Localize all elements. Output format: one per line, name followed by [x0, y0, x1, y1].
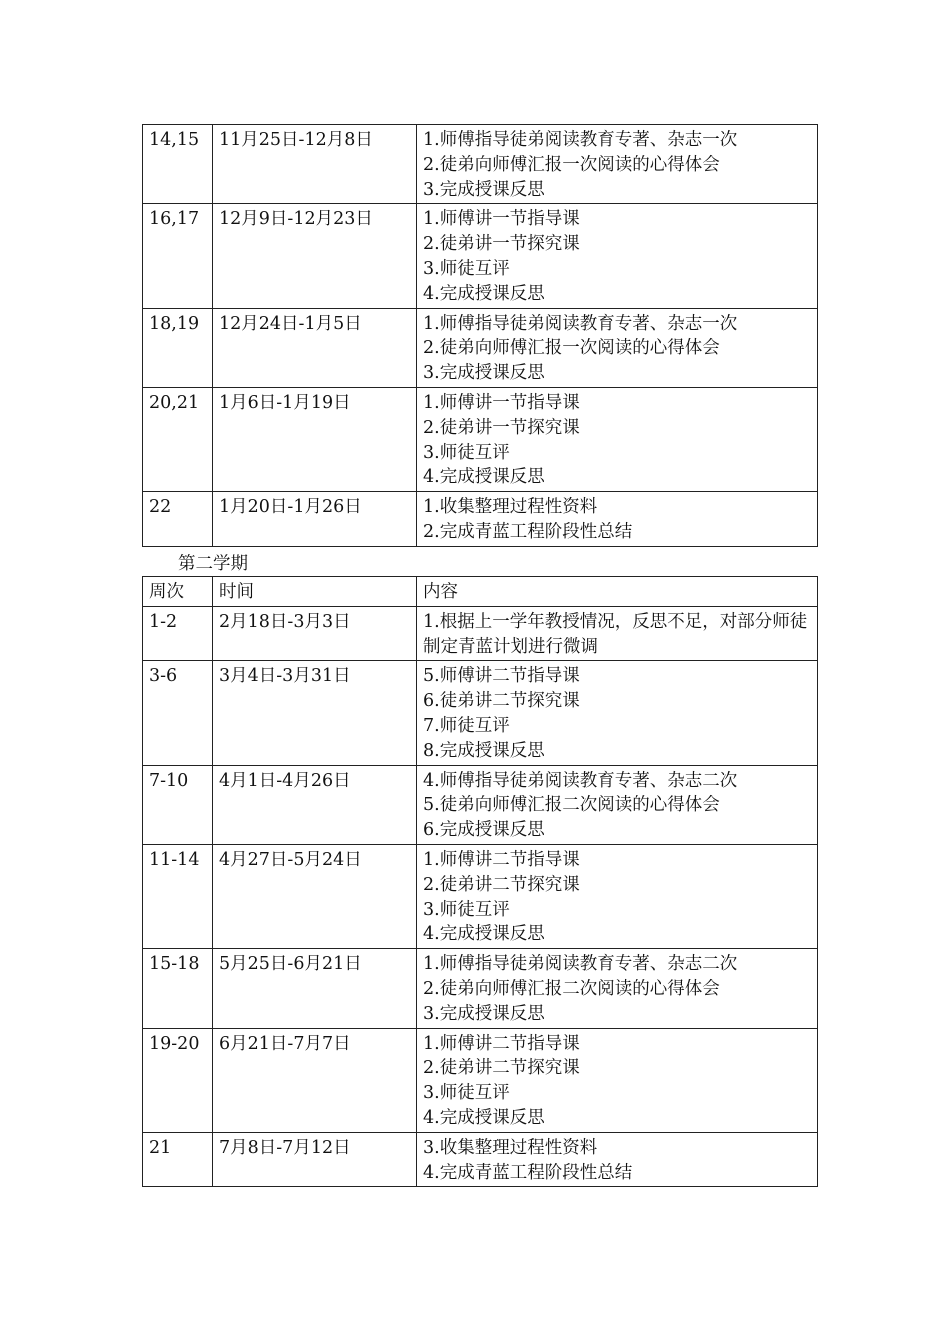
week-cell: 11-14 — [143, 844, 213, 948]
content-cell — [417, 844, 818, 948]
content-item: 2.徒弟向师傅汇报一次阅读的心得体会 — [423, 154, 720, 175]
week-cell: 14,15 — [143, 125, 213, 204]
date-cell: 4月1日-4月26日 — [213, 765, 417, 844]
week-cell: 21 — [143, 1132, 213, 1187]
date-cell: 7月8日-7月12日 — [213, 1132, 417, 1187]
content-item: 2.徒弟向师傅汇报一次阅读的心得体会 — [423, 338, 720, 359]
table-row — [143, 387, 818, 491]
content-item: 1.师傅指导徒弟阅读教育专著、杂志一次 — [423, 313, 738, 334]
content-item: 1.根据上一学年教授情况，反思不足，对部分师徒制定青蓝计划进行微调 — [423, 611, 808, 657]
content-item: 1.收集整理过程性资料 — [423, 497, 598, 518]
table-row — [143, 125, 818, 204]
week-cell: 3-6 — [143, 661, 213, 765]
schedule-table-semester1-continued — [142, 124, 818, 547]
content-item: 7.师徒互评 — [423, 715, 510, 736]
week-cell: 7-10 — [143, 765, 213, 844]
date-cell: 12月24日-1月5日 — [213, 308, 417, 387]
table-row — [143, 606, 818, 661]
content-item: 2.完成青蓝工程阶段性总结 — [423, 521, 633, 542]
content-item: 1.师傅讲一节指导课 — [423, 392, 580, 413]
content-cell — [417, 387, 818, 491]
content-item: 2.徒弟讲二节探究课 — [423, 1058, 580, 1079]
table-row — [143, 1132, 818, 1187]
content-cell — [417, 661, 818, 765]
week-cell: 15-18 — [143, 949, 213, 1028]
content-item: 2.徒弟讲一节探究课 — [423, 234, 580, 255]
content-item: 4.师傅指导徒弟阅读教育专著、杂志二次 — [423, 770, 738, 791]
schedule-table-semester2 — [142, 576, 818, 1187]
date-cell: 11月25日-12月8日 — [213, 125, 417, 204]
header-content: 内容 — [417, 577, 818, 607]
date-cell: 1月20日-1月26日 — [213, 492, 417, 547]
content-item: 5.师傅讲二节指导课 — [423, 666, 580, 687]
content-cell — [417, 1132, 818, 1187]
content-item: 6.完成授课反思 — [423, 820, 545, 841]
date-cell: 12月9日-12月23日 — [213, 204, 417, 308]
table-header-row — [143, 577, 818, 607]
content-item: 3.师徒互评 — [423, 899, 510, 920]
content-item: 4.完成授课反思 — [423, 1107, 545, 1128]
content-item: 3.师徒互评 — [423, 442, 510, 463]
content-item: 1.师傅讲二节指导课 — [423, 849, 580, 870]
content-item: 1.师傅指导徒弟阅读教育专著、杂志一次 — [423, 130, 738, 150]
content-item: 4.完成授课反思 — [423, 924, 545, 945]
content-item: 1.师傅指导徒弟阅读教育专著、杂志二次 — [423, 954, 738, 975]
semester2-heading: 第二学期 — [178, 554, 248, 574]
content-item: 4.完成授课反思 — [423, 467, 545, 488]
content-item: 1.师傅讲二节指导课 — [423, 1033, 580, 1054]
content-item: 5.徒弟向师傅汇报二次阅读的心得体会 — [423, 795, 720, 816]
content-cell — [417, 1028, 818, 1132]
content-item: 6.徒弟讲二节探究课 — [423, 691, 580, 712]
content-cell — [417, 204, 818, 308]
content-item: 2.徒弟讲一节探究课 — [423, 417, 580, 438]
table2-body — [143, 606, 818, 1187]
table-row — [143, 308, 818, 387]
date-cell: 2月18日-3月3日 — [213, 606, 417, 661]
content-cell — [417, 308, 818, 387]
header-date: 时间 — [213, 577, 417, 607]
content-item: 3.完成授课反思 — [423, 179, 545, 200]
content-item: 4.完成授课反思 — [423, 283, 545, 304]
table-row — [143, 1028, 818, 1132]
table-row — [143, 492, 818, 547]
content-cell — [417, 492, 818, 547]
date-cell: 3月4日-3月31日 — [213, 661, 417, 765]
table-row — [143, 844, 818, 948]
table-row — [143, 765, 818, 844]
table1-body — [143, 125, 818, 547]
content-cell — [417, 765, 818, 844]
week-cell: 22 — [143, 492, 213, 547]
date-cell: 4月27日-5月24日 — [213, 844, 417, 948]
date-cell: 5月25日-6月21日 — [213, 949, 417, 1028]
week-cell: 16,17 — [143, 204, 213, 308]
content-item: 1.师傅讲一节指导课 — [423, 209, 580, 230]
table-row — [143, 949, 818, 1028]
week-cell: 1-2 — [143, 606, 213, 661]
content-cell — [417, 949, 818, 1028]
content-item: 3.收集整理过程性资料 — [423, 1137, 598, 1158]
content-item: 2.徒弟向师傅汇报二次阅读的心得体会 — [423, 978, 720, 999]
content-cell — [417, 125, 818, 204]
table-row — [143, 204, 818, 308]
content-item: 2.徒弟讲二节探究课 — [423, 874, 580, 895]
content-item: 3.师徒互评 — [423, 1083, 510, 1104]
content-item: 8.完成授课反思 — [423, 740, 545, 761]
header-week: 周次 — [143, 577, 213, 607]
content-item: 3.完成授课反思 — [423, 363, 545, 384]
content-item: 4.完成青蓝工程阶段性总结 — [423, 1162, 633, 1183]
table-row — [143, 661, 818, 765]
week-cell: 20,21 — [143, 387, 213, 491]
date-cell: 1月6日-1月19日 — [213, 387, 417, 491]
week-cell: 19-20 — [143, 1028, 213, 1132]
content-item: 3.师徒互评 — [423, 258, 510, 279]
week-cell: 18,19 — [143, 308, 213, 387]
date-cell: 6月21日-7月7日 — [213, 1028, 417, 1132]
content-cell — [417, 606, 818, 661]
content-item: 3.完成授课反思 — [423, 1003, 545, 1024]
